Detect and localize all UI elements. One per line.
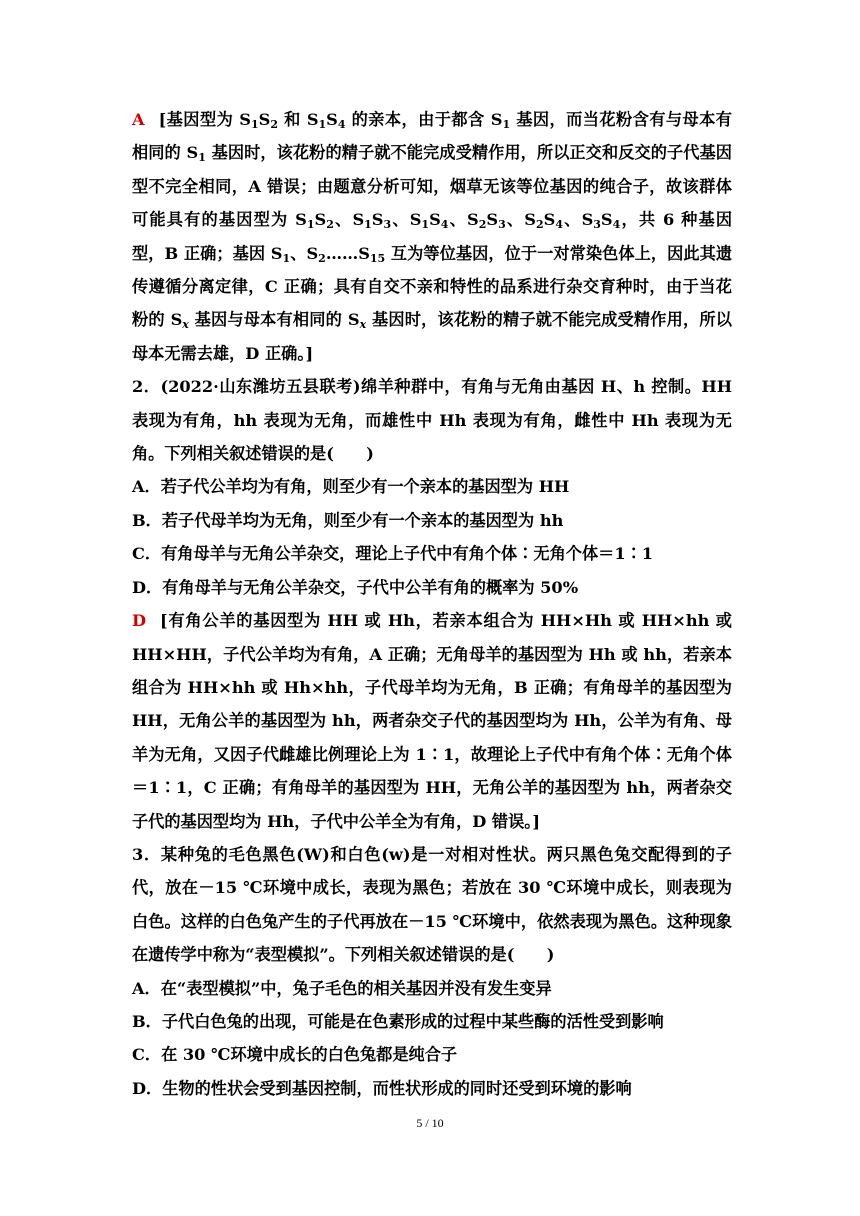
text: 的亲本，由于都含 <box>345 110 491 129</box>
page-number: 5 / 10 <box>416 1116 444 1130</box>
genotype-list: $S_1S_2$、$S_1S_3$、$S_1S_4$、$S_2S_3$、$S_2S_4$、$S_3S_4$ <box>295 210 621 231</box>
q2-option-a: A．若子代公羊均为有角，则至少有一个亲本的基因型为 HH <box>132 477 570 497</box>
text: ，共 6 种基因型，B 正确；基因 <box>132 210 733 263</box>
text: 基因时，该花粉的精子就不能完成受精作用，所以母本无需去雄，D 正确。] <box>132 310 732 363</box>
text: 基因型为 <box>166 110 240 129</box>
q3-option-c: C．在 30 ℃环境中成长的白色兔都是纯合子 <box>132 1045 458 1065</box>
q2-option-c: C．有角母羊与无角公羊杂交，理论上子代中有角个体∶无角个体＝1∶1 <box>132 544 654 564</box>
q2-option-d: D．有角母羊与无角公羊杂交，子代中公羊有角的概率为 50% <box>132 577 579 597</box>
gene: $S_1S_4$ <box>306 110 346 131</box>
text: 和 <box>278 110 307 129</box>
text: 互为等位基因，位于一对常染色体上，因此其遗传遵循分离定律，C 正确；具有自交不亲和特性的品系进行杂交育种时，由于当花粉的 <box>132 243 733 330</box>
gene-series: $S_1$、$S_2\dots\dots S_{15}$ <box>270 243 386 265</box>
q2-explanation <box>132 604 732 838</box>
gene: $S_1$ <box>490 110 511 131</box>
document-body <box>132 103 732 1105</box>
q3-option-a: A．在“表型模拟”中，兔子毛色的相关基因并没有发生变异 <box>132 978 552 998</box>
q3-option-b: B．子代白色兔的出现，可能是在色素形成的过程中某些酶的活性受到影响 <box>132 1011 664 1031</box>
q2-answer-letter: D <box>132 611 147 631</box>
gene: $S_1S_2$ <box>239 110 279 131</box>
gene: $S_1$ <box>186 143 206 165</box>
text: 基因时，该花粉的精子就不能完成受精作用，所以正交和反交的子代基因型不完全相同，A 错误；由题意分析可知，烟草无该等位基因的纯合子，故该群体可能具有的基因型为 <box>132 143 732 230</box>
q2-stem: 2．(2022·山东潍坊五县联考)绵羊种群中，有角与无角由基因 H、h 控制。HH 表现为有角，hh 表现为无角，而雄性中 Hh 表现为有角，雌性中 Hh 表现为无角。下列相关叙述错误的是( ) <box>132 377 732 464</box>
gene: $S_x$ <box>347 310 367 332</box>
q3-option-d: D．生物的性状会受到基因控制，而性状形成的同时还受到环境的影响 <box>132 1078 632 1098</box>
q1-explanation <box>132 103 732 370</box>
bracket: [ <box>158 110 167 129</box>
q1-answer-letter: A <box>132 110 145 129</box>
q3-stem: 3．某种兔的毛色黑色(W)和白色(w)是一对相对性状。两只黑色兔交配得到的子代，放在－15 ℃环境中成长，表现为黑色；若放在 30 ℃环境中成长，则表现为白色。这样的白色兔产生的子代再放在－15 ℃环境中，依然表现为黑色。这种现象在遗传学中称为“表型模拟”。下列相关叙述错误的是( ) <box>132 844 732 965</box>
gene: $S_x$ <box>170 310 189 332</box>
text: 基因，而当花粉含有与母本有相同的 <box>132 110 732 163</box>
text: 基因与母本有相同的 <box>188 310 348 330</box>
q2-explanation-text: [有角公羊的基因型为 HH 或 Hh，若亲本组合为 HH×Hh 或 HH×hh 或 HH×HH，子代公羊均为有角，A 正确；无角母羊的基因型为 Hh 或 hh，若亲本组合为 HH×hh 或 Hh×hh，子代母羊均为无角，B 正确；有角母羊的基因型为 HH，无角公羊的基因型为 hh，两者杂交子代的基因型均为 Hh，公羊为有角、母羊为无角，又因子代雌雄比例理论上为 1∶1，故理论上子代中有角个体∶无角个体＝1∶1，C 正确；有角母羊的基因型为 HH，无角公羊的基因型为 hh，两者杂交子代的基因型均为 Hh，子代中公羊全为有角，D 错误。] <box>132 611 732 831</box>
q2-option-b: B．若子代母羊均为无角，则至少有一个亲本的基因型为 hh <box>132 510 564 530</box>
